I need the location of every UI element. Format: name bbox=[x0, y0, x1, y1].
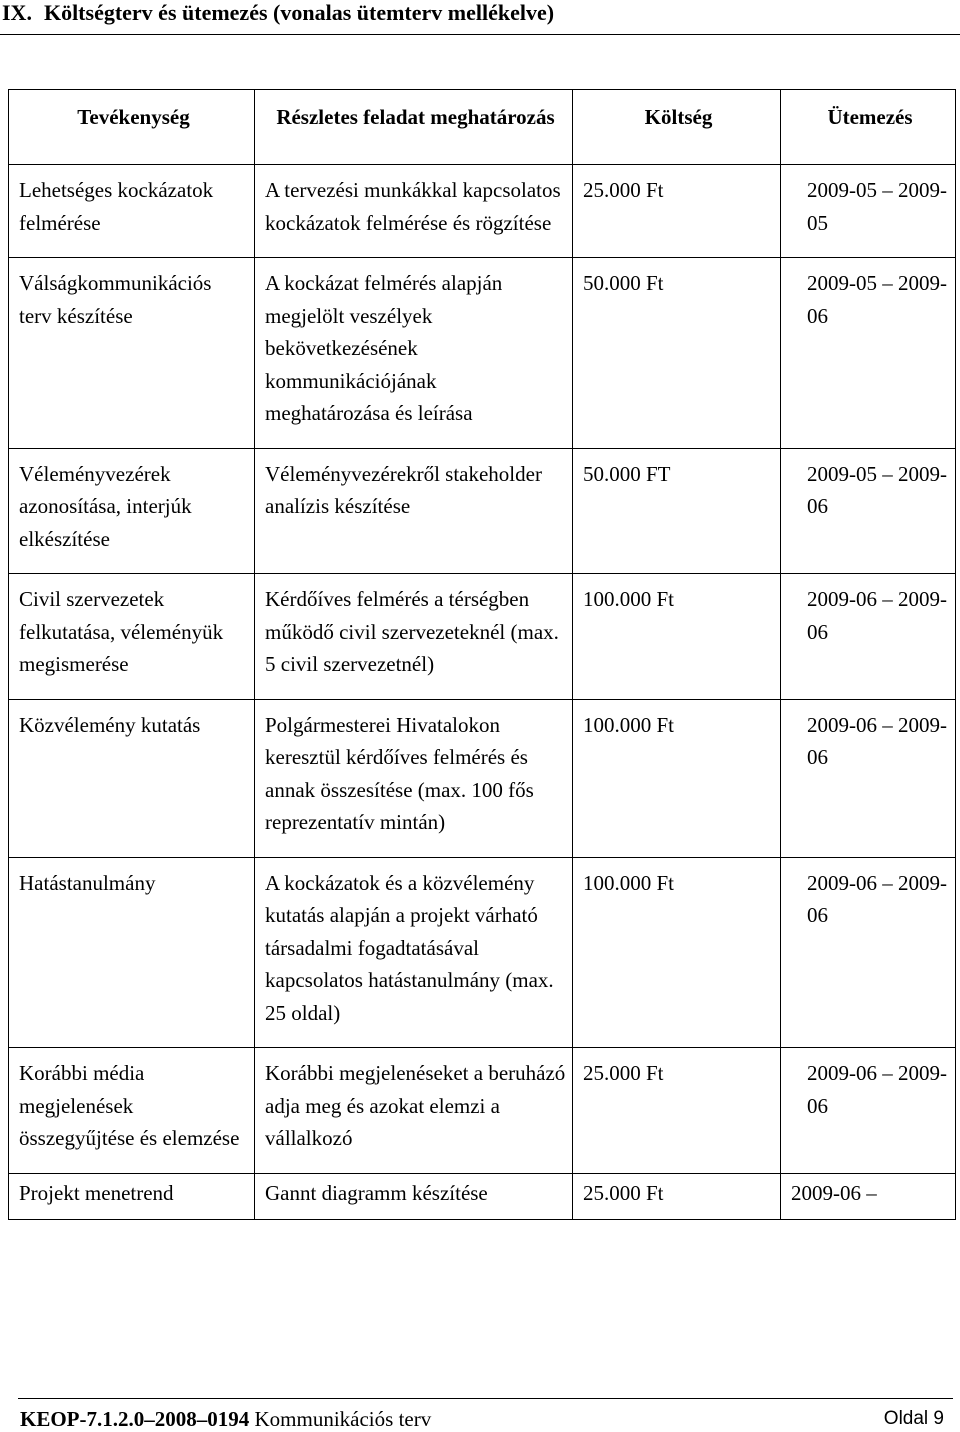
header-task: Részletes feladat meghatározás bbox=[255, 90, 573, 165]
cost-schedule-table bbox=[8, 89, 956, 1220]
project-code: KEOP-7.1.2.0–2008–0194 bbox=[20, 1407, 250, 1431]
task-cell: Polgármesterei Hivatalokon keresztül kérdőíves felmérés és annak összesítése (max. 100 fős reprezentatív mintán) bbox=[255, 699, 573, 857]
table-row bbox=[9, 165, 956, 258]
task-cell: Gannt diagramm készítése bbox=[255, 1173, 573, 1220]
table-row bbox=[9, 1173, 956, 1220]
task-cell: Véleményvezérekről stakeholder analízis készítése bbox=[255, 448, 573, 574]
page-number: Oldal 9 bbox=[883, 1408, 944, 1429]
schedule-cell: 2009-06 – bbox=[781, 1173, 956, 1220]
activity-cell: Lehetséges kockázatok felmérése bbox=[9, 165, 255, 258]
header-schedule: Ütemezés bbox=[781, 90, 956, 165]
page-footer bbox=[20, 1406, 948, 1432]
activity-cell: Korábbi média megjelenések összegyűjtése és elemzése bbox=[9, 1048, 255, 1174]
cost-cell: 100.000 Ft bbox=[573, 574, 781, 700]
footer-divider bbox=[18, 1398, 953, 1399]
schedule-cell: 2009-06 – 2009-06 bbox=[781, 699, 956, 857]
schedule-cell: 2009-06 – 2009-06 bbox=[781, 574, 956, 700]
section-title: Költségterv és ütemezés (vonalas ütemterv mellékelve) bbox=[43, 0, 555, 25]
task-cell: A kockázat felmérés alapján megjelölt veszélyek bekövetkezésének kommunikációjának meghatározása és leírása bbox=[255, 258, 573, 449]
cost-cell: 25.000 Ft bbox=[573, 1173, 781, 1220]
section-heading bbox=[2, 0, 554, 26]
activity-cell: Hatástanulmány bbox=[9, 857, 255, 1048]
task-cell: A kockázatok és a közvélemény kutatás alapján a projekt várható társadalmi fogadtatásával kapcsolatos hatástanulmány (max. 25 oldal) bbox=[255, 857, 573, 1048]
schedule-cell: 2009-05 – 2009-06 bbox=[781, 448, 956, 574]
task-cell: Korábbi megjelenéseket a beruházó adja meg és azokat elemzi a vállalkozó bbox=[255, 1048, 573, 1174]
activity-cell: Közvélemény kutatás bbox=[9, 699, 255, 857]
schedule-cell: 2009-05 – 2009-05 bbox=[781, 165, 956, 258]
cost-cell: 25.000 Ft bbox=[573, 1048, 781, 1174]
schedule-cell: 2009-05 – 2009-06 bbox=[781, 258, 956, 449]
header-activity: Tevékenység bbox=[9, 90, 255, 165]
activity-cell: Civil szervezetek felkutatása, véleményük megismerése bbox=[9, 574, 255, 700]
document-title: Kommunikációs terv bbox=[254, 1407, 432, 1431]
heading-divider bbox=[0, 34, 960, 35]
cost-cell: 25.000 Ft bbox=[573, 165, 781, 258]
cost-cell: 50.000 FT bbox=[573, 448, 781, 574]
cost-cell: 50.000 Ft bbox=[573, 258, 781, 449]
task-cell: Kérdőíves felmérés a térségben működő civil szervezeteknél (max. 5 civil szervezetnél) bbox=[255, 574, 573, 700]
task-cell: A tervezési munkákkal kapcsolatos kockázatok felmérése és rögzítése bbox=[255, 165, 573, 258]
activity-cell: Válságkommunikációs terv készítése bbox=[9, 258, 255, 449]
schedule-cell: 2009-06 – 2009-06 bbox=[781, 1048, 956, 1174]
table-row bbox=[9, 1048, 956, 1174]
table-row bbox=[9, 258, 956, 449]
cost-cell: 100.000 Ft bbox=[573, 699, 781, 857]
table-header-row bbox=[9, 90, 956, 165]
table-row bbox=[9, 448, 956, 574]
activity-cell: Projekt menetrend bbox=[9, 1173, 255, 1220]
section-number: IX. bbox=[2, 0, 32, 25]
activity-cell: Véleményvezérek azonosítása, interjúk elkészítése bbox=[9, 448, 255, 574]
schedule-cell: 2009-06 – 2009-06 bbox=[781, 857, 956, 1048]
header-cost: Költség bbox=[573, 90, 781, 165]
table-row bbox=[9, 699, 956, 857]
table-row bbox=[9, 574, 956, 700]
table-row bbox=[9, 857, 956, 1048]
cost-cell: 100.000 Ft bbox=[573, 857, 781, 1048]
